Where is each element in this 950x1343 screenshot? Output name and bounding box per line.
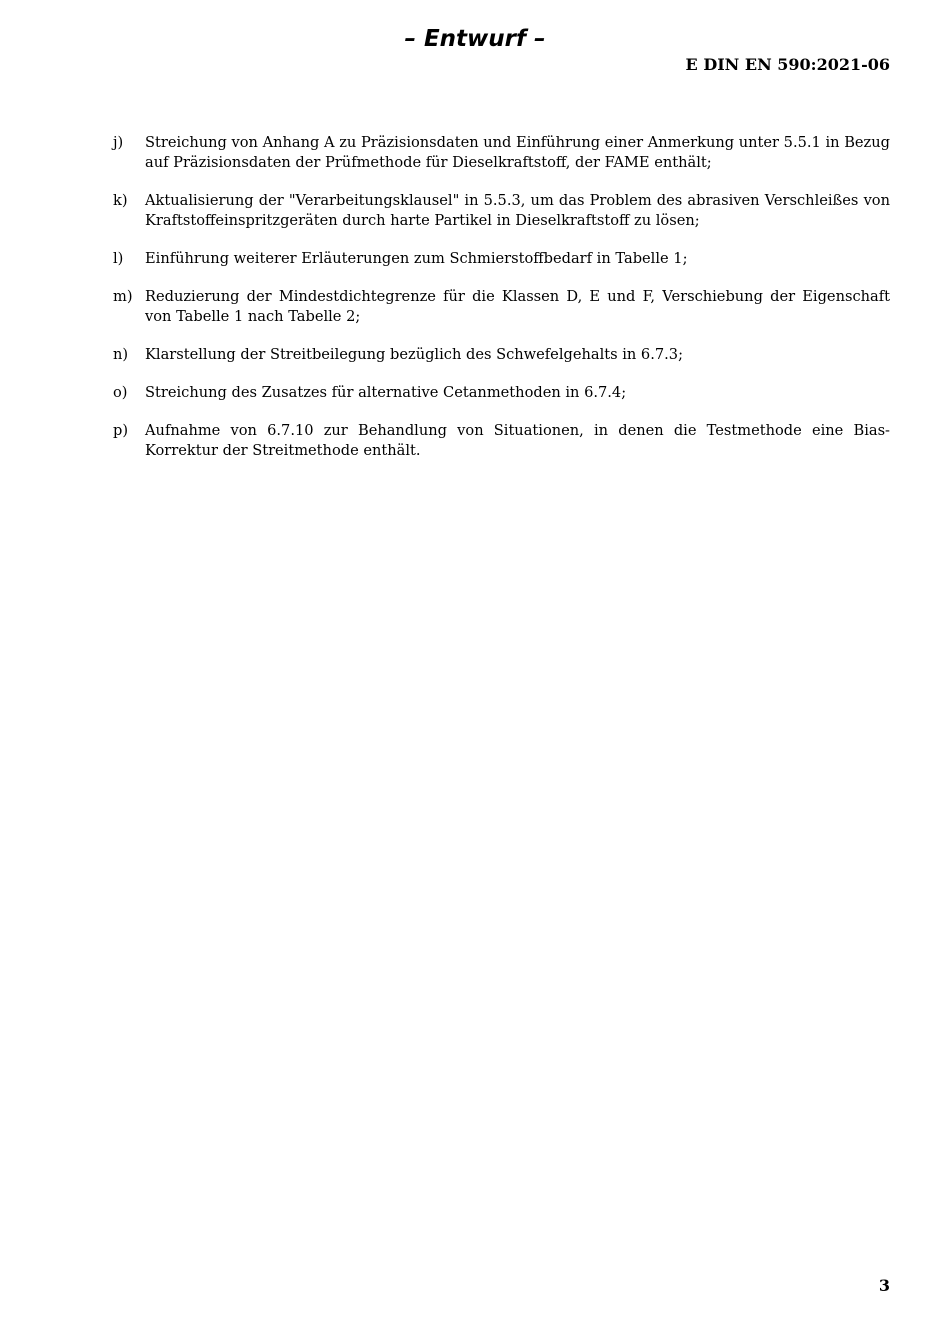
list-item-text: Aufnahme von 6.7.10 zur Behandlung von Situationen, in denen die Testmethode eine Bias-Korrektur der Streitmethode enthält.: [145, 422, 890, 459]
list-item-text: Reduzierung der Mindestdichtegrenze für die Klassen D, E und F, Verschiebung der Eigenschaft von Tabelle 1 nach Tabelle 2;: [145, 288, 890, 325]
list-item-label: o): [113, 384, 128, 401]
list-item-o: [113, 383, 890, 403]
list-item-l: [113, 249, 890, 269]
list-item-label: n): [113, 346, 129, 363]
change-list: [113, 133, 890, 479]
list-item-j: [113, 133, 890, 173]
list-item-label: k): [113, 192, 128, 209]
page-number: 3: [878, 1276, 890, 1295]
list-item-label: p): [113, 422, 129, 439]
list-item-m: [113, 287, 890, 327]
list-item-p: [113, 421, 890, 461]
draft-title: – Entwurf –: [404, 26, 546, 52]
document-id: E DIN EN 590:2021-06: [685, 55, 890, 74]
list-item-label: l): [113, 250, 124, 267]
list-item-label: j): [113, 134, 124, 151]
list-item-text: Streichung des Zusatzes für alternative Cetanmethoden in 6.7.4;: [145, 384, 627, 401]
list-item-label: m): [113, 288, 133, 305]
list-item-text: Einführung weiterer Erläuterungen zum Schmierstoffbedarf in Tabelle 1;: [145, 250, 688, 267]
list-item-text: Klarstellung der Streitbeilegung bezüglich des Schwefelgehalts in 6.7.3;: [145, 346, 683, 363]
list-item-k: [113, 191, 890, 231]
list-item-text: Aktualisierung der "Verarbeitungsklausel" in 5.5.3, um das Problem des abrasiven Verschleißes von Kraftstoffeinspritzgeräten durch harte Partikel in Dieselkraftstoff zu lösen;: [145, 192, 890, 229]
list-item-n: [113, 345, 890, 365]
list-item-text: Streichung von Anhang A zu Präzisionsdaten und Einführung einer Anmerkung unter 5.5.1 in Bezug auf Präzisionsdaten der Prüfmethode für Dieselkraftstoff, der FAME enthält;: [145, 134, 890, 171]
